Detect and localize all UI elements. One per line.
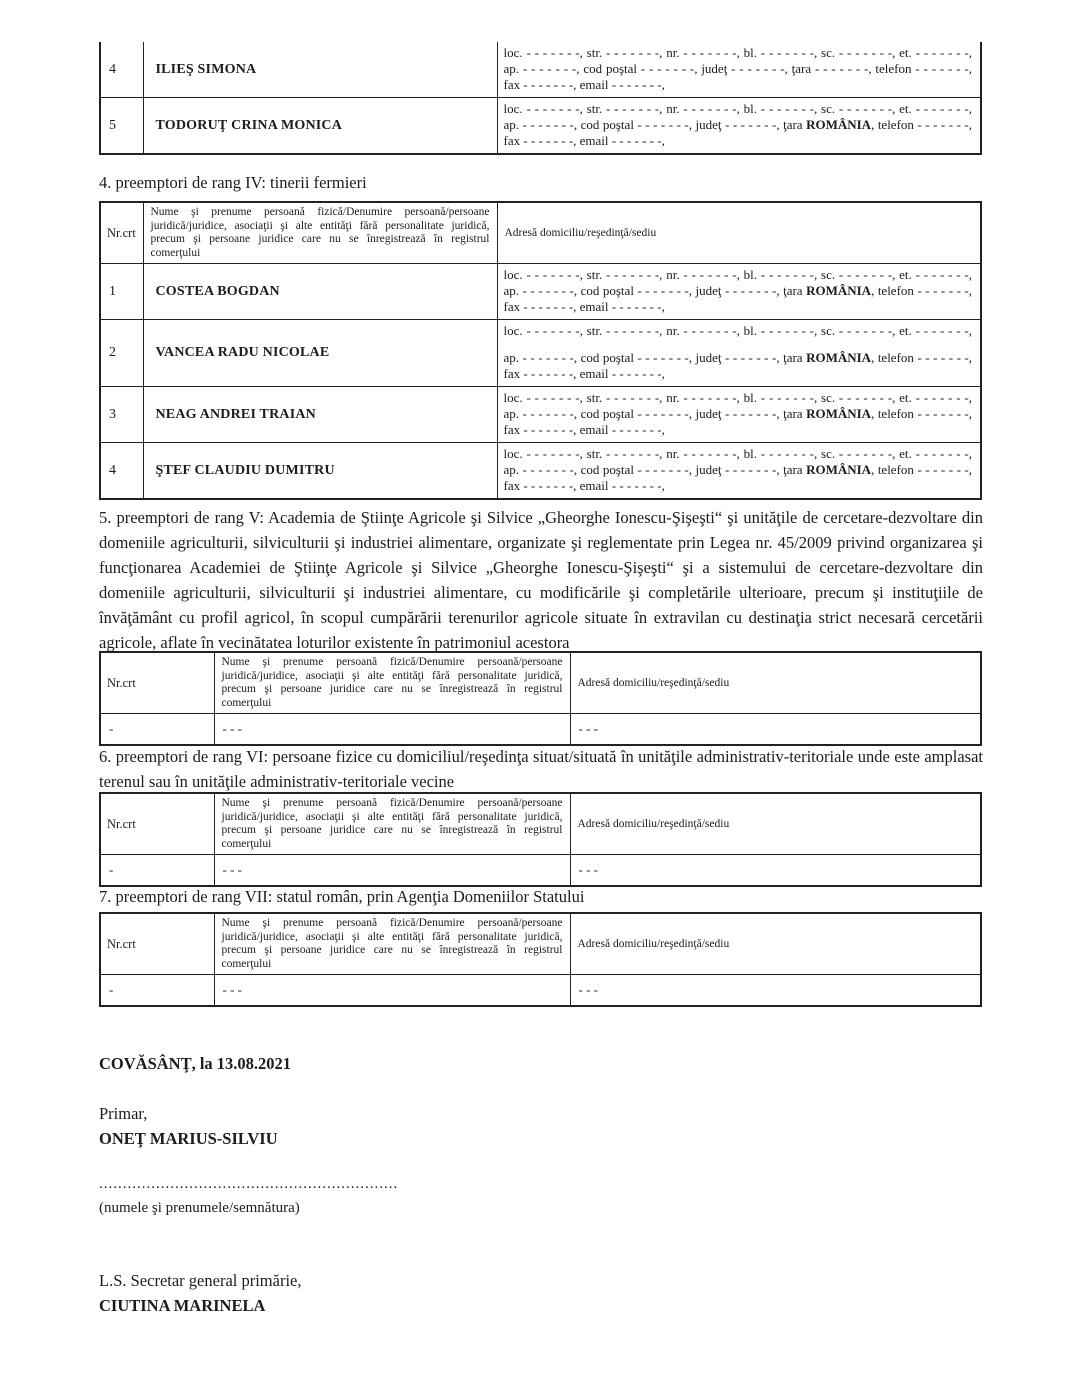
country-value: ROMÂNIA [806, 283, 872, 298]
header-nr: Nr.crt [100, 793, 214, 855]
header-name: Nume şi prenume persoană fizică/Denumire persoană/persoane juridică/juridice, asociaţii şi alte entităţi fără personalitate juridică, precum şi persoane juridice care nu se înregistrează în registrul comerţului [143, 202, 497, 264]
header-nr: Nr.crt [100, 913, 214, 975]
country-value: ROMÂNIA [806, 350, 872, 365]
row-number: - [100, 855, 214, 887]
rang5-paragraph: 5. preemptori de rang V: Academia de Ştiinţe Agricole şi Silvice „Gheorghe Ionescu-Şişeşti“ şi unităţile de cercetare-dezvoltare din domeniile agriculturii, silviculturii şi industriei alimentare, organizate şi reglementate prin Legea nr. 45/2009 privind organizarea şi funcţionarea Academiei de Ştiinţe Agricole şi Silvice „Gheorghe Ionescu-Şişeşti“ şi a sistemului de cercetare-dezvoltare din domeniile agriculturii, silviculturii şi industriei alimentare, cu modificările şi completările ulterioare, precum şi instituţiile de învăţământ cu profil agricol, în scopul cumpărării terenurilor agricole situate în extravilan cu destinaţia strict necesară cercetării agricole, aflate în vecinătatea loturilor existente în patrimoniul acestora [99, 508, 983, 652]
address-line: loc. - - - - - - -, str. - - - - - - -, nr. - - - - - - -, bl. - - - - - - -, sc. - - - - - - -, et. - - - - - - -, [503, 390, 972, 405]
address-line: loc. - - - - - - -, str. - - - - - - -, nr. - - - - - - -, bl. - - - - - - -, sc. - - - - - - -, et. - - - - - - -, [503, 267, 972, 282]
address-line2-pre: ap. - - - - - - -, cod poştal - - - - - - -, judeţ - - - - - - -, ţara [503, 283, 807, 298]
secretary-name: CIUTINA MARINELA [99, 1296, 266, 1315]
header-address: Adresă domiciliu/reşedinţă/sediu [570, 913, 981, 975]
address-line2-post: , telefon - - - - - - -, [871, 117, 972, 132]
country-value: ROMÂNIA [806, 117, 872, 132]
address-line [504, 462, 973, 478]
primar-label: Primar, [99, 1104, 148, 1123]
header-name: Nume şi prenume persoană fizică/Denumire persoană/persoane juridică/juridice, asociaţii şi alte entităţi fără personalitate juridică, precum şi persoane juridice care nu se înregistrează în registrul comerţului [214, 652, 570, 714]
header-address: Adresă domiciliu/reşedinţă/sediu [570, 652, 981, 714]
address-cell: - - - [570, 975, 981, 1007]
address-cell: - - - [570, 855, 981, 887]
person-name: TODORUŢ CRINA MONICA [143, 98, 497, 155]
address-line2-pre: ap. - - - - - - -, cod poştal - - - - - - -, judeţ - - - - - - -, ţara [503, 462, 807, 477]
table-row [100, 42, 981, 98]
address-line: fax - - - - - - -, email - - - - - - -, [503, 422, 665, 437]
person-name: VANCEA RADU NICOLAE [143, 320, 497, 387]
table-row [100, 387, 981, 443]
row-number: - [100, 714, 214, 746]
header-name: Nume şi prenume persoană fizică/Denumire persoană/persoane juridică/juridice, asociaţii şi alte entităţi fără personalitate juridică, precum şi persoane juridice care nu se înregistrează în registrul comerţului [214, 913, 570, 975]
address-cell [497, 264, 981, 320]
address-line [504, 117, 973, 133]
person-name: - - - [214, 714, 570, 746]
address-cell: - - - [570, 714, 981, 746]
person-name: ŞTEF CLAUDIU DUMITRU [143, 443, 497, 500]
rang5-table [99, 651, 982, 746]
address-cell [497, 387, 981, 443]
empty-row [100, 855, 981, 887]
rang7-table [99, 912, 982, 1007]
address-line2-post: , telefon - - - - - - -, [871, 350, 972, 365]
primar-name: ONEŢ MARIUS-SILVIU [99, 1129, 278, 1148]
address-line2-post: , telefon - - - - - - -, [868, 61, 972, 76]
address-line [504, 61, 973, 77]
address-line2-pre: ap. - - - - - - -, cod poştal - - - - - - -, judeţ - - - - - - -, ţara [503, 350, 807, 365]
country-value: - - - - - - - [814, 61, 869, 76]
address-line [504, 283, 973, 299]
place-date: COVĂSÂNŢ, la 13.08.2021 [99, 1054, 292, 1073]
country-value: ROMÂNIA [806, 406, 872, 421]
address-line: loc. - - - - - - -, str. - - - - - - -, nr. - - - - - - -, bl. - - - - - - -, sc. - - - - - - -, et. - - - - - - -, [503, 446, 972, 461]
rang6-table [99, 792, 982, 887]
address-line2-pre: ap. - - - - - - -, cod poştal - - - - - - -, judeţ - - - - - - -, ţara [503, 406, 807, 421]
address-cell [497, 320, 981, 387]
address-line2-post: , telefon - - - - - - -, [871, 462, 972, 477]
table-row [100, 98, 981, 155]
address-line2-pre: ap. - - - - - - -, cod poştal - - - - - - -, judeţ - - - - - - -, ţara [503, 61, 815, 76]
row-number: 5 [100, 98, 143, 155]
row-number: 4 [100, 443, 143, 500]
continuation-table [99, 42, 982, 155]
header-address: Adresă domiciliu/reşedinţă/sediu [497, 202, 981, 264]
empty-row [100, 714, 981, 746]
row-number: 2 [100, 320, 143, 387]
address-cell [497, 443, 981, 500]
rang4-table [99, 201, 982, 500]
row-number: 3 [100, 387, 143, 443]
address-line: loc. - - - - - - -, str. - - - - - - -, nr. - - - - - - -, bl. - - - - - - -, sc. - - - - - - -, et. - - - - - - -, [503, 323, 972, 338]
address-line2-post: , telefon - - - - - - -, [871, 283, 972, 298]
address-line [504, 350, 973, 366]
table-header-row [100, 913, 981, 975]
address-line2-pre: ap. - - - - - - -, cod poştal - - - - - - -, judeţ - - - - - - -, ţara [503, 117, 807, 132]
table-header-row [100, 202, 981, 264]
table-row [100, 320, 981, 387]
address-line: fax - - - - - - -, email - - - - - - -, [503, 133, 665, 148]
table-header-row [100, 793, 981, 855]
rang7-heading: 7. preemptori de rang VII: statul român, prin Agenţia Domeniilor Statului [99, 887, 585, 906]
country-value: ROMÂNIA [806, 462, 872, 477]
rang6-paragraph: 6. preemptori de rang VI: persoane fizice cu domiciliul/reşedinţa situat/situată în unităţile administrativ-teritoriale unde este amplasat terenul sau în unităţile administrativ-teritoriale vecine [99, 747, 983, 791]
rang4-heading: 4. preemptori de rang IV: tinerii fermieri [99, 173, 367, 192]
address-line: fax - - - - - - -, email - - - - - - -, [503, 366, 665, 381]
table-row [100, 264, 981, 320]
address-line: fax - - - - - - -, email - - - - - - -, [503, 77, 665, 92]
row-number: 1 [100, 264, 143, 320]
signature-dotted-line: ............................................................... [99, 1176, 399, 1192]
row-number: 4 [100, 42, 143, 98]
address-line: loc. - - - - - - -, str. - - - - - - -, nr. - - - - - - -, bl. - - - - - - -, sc. - - - - - - -, et. - - - - - - -, [503, 45, 972, 60]
person-name: - - - [214, 975, 570, 1007]
person-name: COSTEA BOGDAN [143, 264, 497, 320]
header-address: Adresă domiciliu/reşedinţă/sediu [570, 793, 981, 855]
address-cell [497, 98, 981, 155]
address-line: loc. - - - - - - -, str. - - - - - - -, nr. - - - - - - -, bl. - - - - - - -, sc. - - - - - - -, et. - - - - - - -, [503, 101, 972, 116]
person-name: ILIEŞ SIMONA [143, 42, 497, 98]
row-number: - [100, 975, 214, 1007]
person-name: NEAG ANDREI TRAIAN [143, 387, 497, 443]
address-line: fax - - - - - - -, email - - - - - - -, [503, 299, 665, 314]
signature-note: (numele şi prenumele/semnătura) [99, 1200, 300, 1216]
table-row [100, 443, 981, 500]
address-line [504, 406, 973, 422]
header-nr: Nr.crt [100, 202, 143, 264]
address-cell [497, 42, 981, 98]
address-line: fax - - - - - - -, email - - - - - - -, [503, 478, 665, 493]
secretary-label: L.S. Secretar general primărie, [99, 1271, 302, 1290]
header-nr: Nr.crt [100, 652, 214, 714]
address-line2-post: , telefon - - - - - - -, [871, 406, 972, 421]
empty-row [100, 975, 981, 1007]
table-header-row [100, 652, 981, 714]
header-name: Nume şi prenume persoană fizică/Denumire persoană/persoane juridică/juridice, asociaţii şi alte entităţi fără personalitate juridică, precum şi persoane juridice care nu se înregistrează în registrul comerţului [214, 793, 570, 855]
person-name: - - - [214, 855, 570, 887]
